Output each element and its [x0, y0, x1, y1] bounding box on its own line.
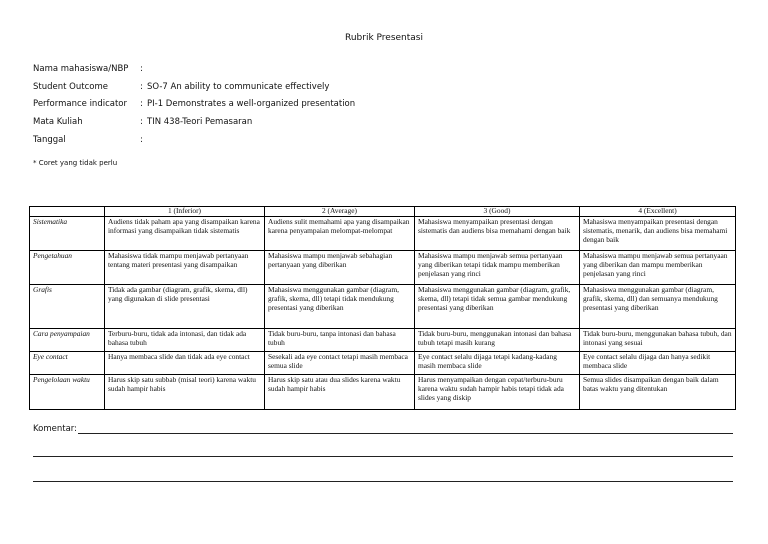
table-cell: Mahasiswa mampu menjawab semua pertanyaan yang diberikan dan mampu memberikan penjelasan yang rinci	[580, 250, 736, 284]
document-title: Rubrik Presentasi	[344, 33, 423, 43]
table-header-row	[30, 207, 736, 217]
table-cell: Semua slides disampaikan dengan baik dalam batas waktu yang ditentukan	[580, 374, 736, 409]
table-row	[30, 328, 736, 351]
header-cell: 4 (Excellent)	[580, 207, 736, 217]
table-cell: Tidak ada gambar (diagram, grafik, skema, dll) yang digunakan di slide presentasi	[105, 284, 265, 328]
criterion-cell: Pengelolaan waktu	[30, 374, 105, 409]
table-row	[30, 216, 736, 250]
field-label: Tanggal	[33, 135, 66, 145]
table-cell: Mahasiswa tidak mampu menjawab pertanyaan tentang materi presentasi yang disampaikan	[105, 250, 265, 284]
comment-line[interactable]	[78, 433, 733, 434]
table-cell: Eye contact selalu dijaga tetapi kadang-kadang masih membaca slide	[415, 351, 580, 374]
header-cell	[30, 207, 105, 217]
table-cell: Harus skip satu subbab (misal teori) karena waktu sudah hampir habis	[105, 374, 265, 409]
table-cell: Terburu-buru, tidak ada intonasi, dan tidak ada bahasa tubuh	[105, 328, 265, 351]
field-colon: :	[140, 117, 143, 127]
comment-line[interactable]	[33, 481, 733, 482]
table-row	[30, 284, 736, 328]
field-colon: :	[140, 82, 143, 92]
criterion-cell: Pengetahuan	[30, 250, 105, 284]
table-cell: Mahasiswa menggunakan gambar (diagram, grafik, skema, dll) tetapi tidak mendukung presentasi yang diberikan	[265, 284, 415, 328]
table-cell: Tidak buru-buru, menggunakan bahasa tubuh, dan intonasi yang sesuai	[580, 328, 736, 351]
header-cell: 2 (Average)	[265, 207, 415, 217]
criterion-cell: Cara penyampaian	[30, 328, 105, 351]
table-row	[30, 351, 736, 374]
table-cell: Harus menyampaikan dengan cepat/terburu-buru karena waktu sudah hampir habis tetapi tidak ada slides yang diskip	[415, 374, 580, 409]
field-label: Performance indicator	[33, 99, 127, 109]
field-colon: :	[140, 64, 143, 74]
table-cell: Tidak buru-buru, tanpa intonasi dan bahasa tubuh	[265, 328, 415, 351]
table-cell: Mahasiswa menyampaikan presentasi dengan sistematis, menarik, dan audiens bisa memahami dengan baik	[580, 216, 736, 250]
field-label: Student Outcome	[33, 82, 108, 92]
comment-label: Komentar:	[33, 424, 77, 434]
header-cell: 3 (Good)	[415, 207, 580, 217]
table-cell: Mahasiswa menggunakan gambar (diagram, grafik, skema, dll) tetapi tidak semua gambar mendukung presentasi yang diberikan	[415, 284, 580, 328]
table-cell: Mahasiswa menyampaikan presentasi dengan sistematis dan audiens bisa memahami dengan baik	[415, 216, 580, 250]
field-value: SO-7 An ability to communicate effectively	[147, 82, 330, 92]
table-row	[30, 250, 736, 284]
criterion-cell: Eye contact	[30, 351, 105, 374]
field-label: Nama mahasiswa/NBP	[33, 64, 129, 74]
table-cell: Mahasiswa menggunakan gambar (diagram, grafik, skema, dll) dan semuanya mendukung presentasi yang diberikan	[580, 284, 736, 328]
criterion-cell: Sistematika	[30, 216, 105, 250]
table-cell: Harus skip satu atau dua slides karena waktu sudah hampir habis	[265, 374, 415, 409]
table-cell: Sesekali ada eye contact tetapi masih membaca semua slide	[265, 351, 415, 374]
comment-line[interactable]	[33, 456, 733, 457]
table-cell: Hanya membaca slide dan tidak ada eye contact	[105, 351, 265, 374]
table-cell: Audiens tidak paham apa yang disampaikan karena informasi yang disampaikan tidak sistematis	[105, 216, 265, 250]
table-cell: Mahasiswa mampu menjawab sebahagian pertanyaan yang diberikan	[265, 250, 415, 284]
footnote: * Coret yang tidak perlu	[33, 159, 118, 167]
header-cell: 1 (Inferior)	[105, 207, 265, 217]
criterion-cell: Grafis	[30, 284, 105, 328]
field-label: Mata Kuliah	[33, 117, 83, 127]
field-colon: :	[140, 135, 143, 145]
field-value: PI-1 Demonstrates a well-organized presentation	[147, 99, 356, 109]
table-cell: Mahasiswa mampu menjawab semua pertanyaan yang diberikan tetapi tidak mampu memberikan penjelasan yang rinci	[415, 250, 580, 284]
field-colon: :	[140, 99, 143, 109]
table-cell: Audiens sulit memahami apa yang disampaikan karena penyampaian melompat-melompat	[265, 216, 415, 250]
field-value: TIN 438-Teori Pemasaran	[147, 117, 253, 127]
rubric-table	[29, 206, 736, 410]
table-row	[30, 374, 736, 409]
table-cell: Tidak buru-buru, menggunakan intonasi dan bahasa tubuh tetapi masih kurang	[415, 328, 580, 351]
table-cell: Eye contact selalu dijaga dan hanya sedikit membaca slide	[580, 351, 736, 374]
